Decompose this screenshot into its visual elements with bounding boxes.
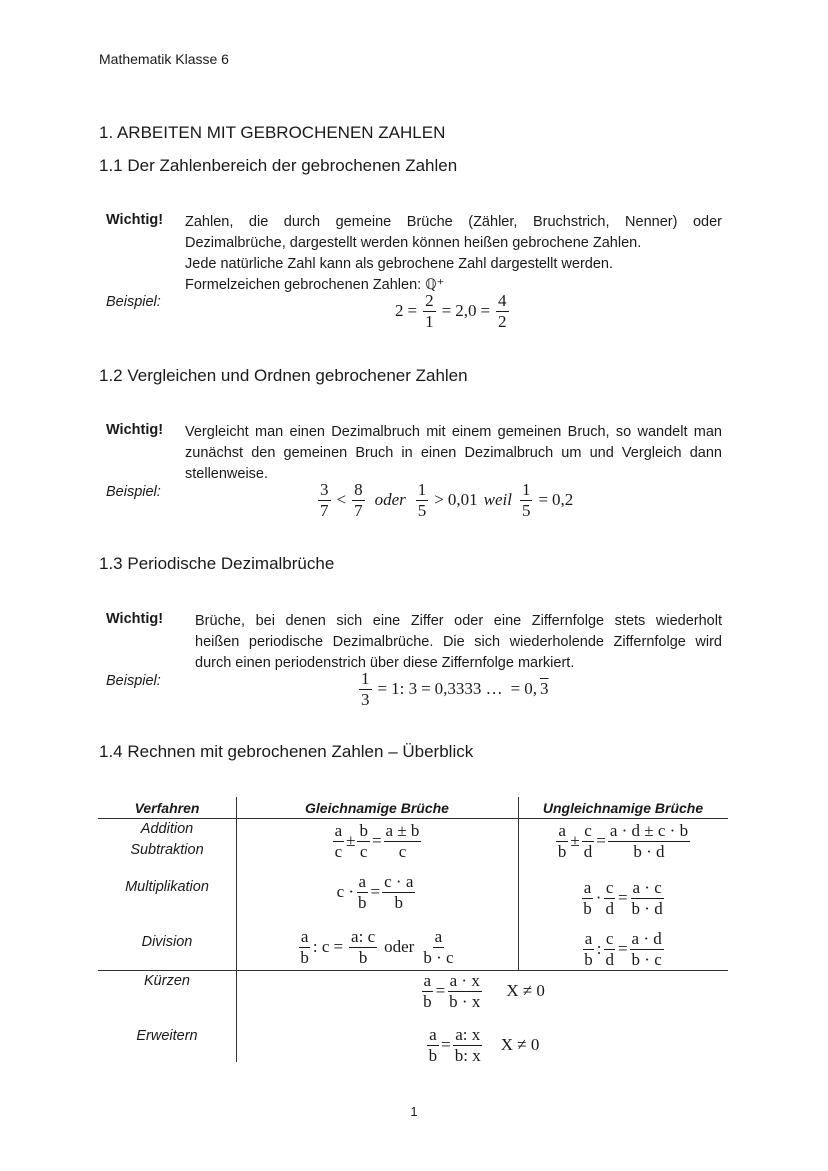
- formula-mult-ungleichnamig: [518, 873, 728, 923]
- math-operator: =: [370, 882, 381, 901]
- example-label: Beispiel:: [106, 484, 161, 500]
- denominator: c: [398, 841, 407, 861]
- fraction: [333, 822, 345, 861]
- math-operator: =: [510, 679, 521, 699]
- numerator: a · d ± c · b: [609, 820, 689, 840]
- table-header-gleichnamig: Gleichnamige Brüche: [305, 800, 449, 816]
- numerator: a: [558, 820, 566, 840]
- denominator: d: [583, 841, 593, 861]
- numerator: a: [434, 926, 443, 946]
- math-operator: =: [371, 831, 382, 850]
- math-operator: ±: [346, 831, 356, 850]
- text-line: heißen periodische Dezimalbrüche. Die sich wiederholende Ziffernfolge wird: [195, 634, 722, 650]
- denominator: b: [584, 949, 593, 969]
- denominator: 5: [521, 500, 531, 520]
- fraction: [421, 972, 434, 1011]
- denominator: b · d: [633, 841, 665, 861]
- text-line: stellenweise.: [185, 466, 269, 482]
- denominator: d: [605, 898, 614, 918]
- numerator: 1: [417, 480, 427, 499]
- example-formula-1-1: [395, 292, 511, 331]
- fraction: [416, 481, 429, 520]
- math-operator: :: [596, 939, 602, 958]
- math-operator: =: [617, 939, 628, 958]
- important-label: Wichtig!: [106, 611, 164, 627]
- numerator: 3: [320, 480, 329, 499]
- math-term: 0,01: [447, 490, 478, 510]
- example-formula-1-2: [316, 481, 573, 520]
- text-line: Brüche, bei denen sich eine Ziffer oder eine Ziffernfolge stets wiederholt: [195, 613, 722, 629]
- section-title-1-4: 1.4 Rechnen mit gebrochenen Zahlen – Überblick: [99, 742, 474, 761]
- row-label-division: Division: [141, 934, 193, 950]
- fraction: [556, 822, 569, 861]
- fraction: [608, 822, 690, 861]
- math-operator: =: [441, 301, 452, 321]
- row-label-kuerzen: Kürzen: [144, 973, 190, 989]
- fraction: [359, 670, 372, 709]
- fraction: [447, 972, 482, 1011]
- fraction: [318, 481, 331, 520]
- numerator: b: [359, 820, 368, 840]
- fraction: [427, 1026, 440, 1065]
- math-operator: =: [441, 1035, 451, 1054]
- denominator: b: [583, 898, 592, 918]
- denominator: c: [359, 841, 368, 861]
- section-title-1-1: 1.1 Der Zahlenbereich der gebrochenen Zahlen: [99, 156, 458, 175]
- running-header: Mathematik Klasse 6: [99, 51, 229, 67]
- fraction: [496, 292, 509, 331]
- numerator: a: [584, 928, 593, 948]
- fraction: [630, 930, 664, 969]
- math-operator: =: [333, 937, 344, 956]
- text-line: durch einen periodenstrich über diese Ziffernfolge markiert.: [195, 655, 575, 671]
- numerator: a: [300, 926, 309, 946]
- denominator: b · x: [449, 991, 481, 1011]
- fraction: [520, 481, 533, 520]
- numerator: c · a: [384, 871, 414, 891]
- denominator: 3: [361, 689, 370, 709]
- math-operator: ·: [595, 888, 602, 907]
- numerator: a · c: [632, 877, 662, 897]
- fraction: [581, 879, 594, 918]
- math-operator: =: [407, 301, 418, 321]
- numerator: a: [423, 970, 432, 990]
- numerator: 2: [425, 291, 434, 310]
- fraction: [603, 930, 616, 969]
- formula-div-ungleichnamig: [518, 925, 728, 973]
- formula-add-gleichnamig: [236, 819, 518, 863]
- text-line: zunächst den gemeinen Bruch in einen Dezimalbruch um und Vergleich dann: [185, 445, 722, 461]
- example-label: Beispiel:: [106, 673, 161, 689]
- text-line: Vergleicht man einen Dezimalbruch mit einem gemeinen Bruch, so wandelt man: [185, 424, 722, 440]
- numerator: a · x: [449, 970, 480, 990]
- math-operator: =: [596, 831, 606, 850]
- example-formula-1-3: [357, 670, 549, 709]
- math-operator: =: [377, 679, 388, 699]
- section-1-2-text: [185, 422, 722, 485]
- text-line: Formelzeichen gebrochenen Zahlen: ℚ⁺: [185, 277, 445, 293]
- fraction: [357, 822, 370, 861]
- math-operator: =: [617, 888, 628, 907]
- fraction: [349, 928, 377, 967]
- text-line: Jede natürliche Zahl kann als gebrochene Zahl dargestellt werden.: [185, 256, 614, 272]
- numerator: a: x: [455, 1024, 481, 1044]
- section-title-1-3: 1.3 Periodische Dezimalbrüche: [99, 554, 335, 573]
- math-term: 0,: [524, 679, 538, 699]
- text-line: Dezimalbrüche, dargestellt werden können heißen gebrochene Zahlen.: [185, 235, 642, 251]
- fraction: [453, 1026, 483, 1065]
- example-label: Beispiel:: [106, 294, 161, 310]
- denominator: b: [394, 892, 404, 912]
- numerator: c: [584, 820, 592, 840]
- denominator: b · c: [631, 949, 662, 969]
- denominator: 7: [320, 500, 329, 520]
- denominator: b: [428, 1045, 438, 1065]
- math-term: 0,2: [552, 490, 574, 510]
- numerator: a · d: [631, 928, 662, 948]
- fraction: [298, 928, 311, 967]
- denominator: b · c: [423, 947, 454, 967]
- math-operator: =: [480, 301, 491, 321]
- fraction: [603, 879, 616, 918]
- fraction: [423, 292, 436, 331]
- page-number: 1: [410, 1104, 418, 1119]
- important-label: Wichtig!: [106, 212, 164, 228]
- fraction: [356, 873, 369, 912]
- denominator: b · d: [631, 898, 663, 918]
- condition: X ≠ 0: [506, 981, 545, 1000]
- math-term: 0,3333 …: [434, 679, 503, 699]
- important-label: Wichtig!: [106, 422, 164, 438]
- row-label-addition: Addition: [140, 821, 194, 837]
- math-term: : c: [312, 937, 330, 956]
- fraction: [421, 928, 455, 967]
- numerator: 4: [498, 291, 507, 310]
- denominator: 5: [417, 500, 427, 520]
- math-word: weil: [483, 490, 512, 510]
- section-1-3-text: [195, 611, 722, 674]
- numerator: a: [429, 1024, 437, 1044]
- text-line: Zahlen, die durch gemeine Brüche (Zähler, Bruchstrich, Nenner) oder: [185, 214, 722, 230]
- math-term: 2: [395, 301, 404, 321]
- denominator: b: [358, 892, 367, 912]
- denominator: b: [557, 841, 567, 861]
- chapter-title: 1. ARBEITEN MIT GEBROCHENEN ZAHLEN: [99, 123, 446, 142]
- math-word: oder: [384, 937, 415, 956]
- numerator: a ± b: [385, 820, 420, 840]
- denominator: 7: [354, 500, 363, 520]
- fraction: [352, 481, 365, 520]
- condition: X ≠ 0: [500, 1035, 540, 1054]
- math-term: c ·: [336, 882, 355, 901]
- numerator: a: [334, 820, 343, 840]
- math-word: oder: [374, 490, 406, 510]
- math-operator: =: [538, 490, 549, 510]
- row-label-subtraktion: Subtraktion: [130, 842, 204, 858]
- numerator: a: c: [351, 926, 376, 946]
- denominator: b: [300, 947, 309, 967]
- numerator: c: [605, 877, 614, 897]
- operations-table: [98, 797, 728, 1065]
- row-label-multiplikation: Multiplikation: [125, 879, 209, 895]
- numerator: c: [605, 928, 614, 948]
- math-term: 1: 3: [391, 679, 418, 699]
- table-header-ungleichnamig: Ungleichnamige Brüche: [542, 800, 704, 816]
- formula-add-ungleichnamig: [518, 819, 728, 863]
- section-title-1-2: 1.2 Vergleichen und Ordnen gebrochener Zahlen: [99, 366, 468, 385]
- formula-erweitern: [236, 1021, 728, 1069]
- math-operator: =: [421, 679, 431, 699]
- section-1-1-text: [185, 212, 722, 296]
- numerator: a: [583, 877, 592, 897]
- math-operator: =: [435, 981, 446, 1000]
- fraction: [384, 822, 422, 861]
- fraction: [382, 873, 415, 912]
- math-operator: >: [434, 490, 444, 510]
- denominator: c: [334, 841, 343, 861]
- numerator: 1: [521, 480, 531, 499]
- formula-mult-gleichnamig: [236, 867, 518, 917]
- formula-div-gleichnamig: [236, 923, 518, 971]
- denominator: b: [358, 947, 368, 967]
- fraction: [630, 879, 665, 918]
- denominator: b: [423, 991, 432, 1011]
- math-term: 2,0: [455, 301, 477, 321]
- numerator: 8: [354, 480, 363, 499]
- fraction: [582, 930, 595, 969]
- denominator: d: [605, 949, 614, 969]
- numerator: a: [358, 871, 367, 891]
- numerator: 1: [361, 669, 370, 688]
- denominator: b: x: [454, 1045, 481, 1065]
- periodic-digit: 3: [540, 679, 549, 699]
- formula-kuerzen: [236, 969, 728, 1013]
- table-header-verfahren: Verfahren: [134, 800, 200, 816]
- fraction: [582, 822, 595, 861]
- denominator: 2: [498, 311, 507, 331]
- denominator: 1: [425, 311, 434, 331]
- math-operator: ±: [570, 831, 580, 850]
- row-label-erweitern: Erweitern: [136, 1028, 198, 1044]
- math-operator: <: [336, 490, 347, 510]
